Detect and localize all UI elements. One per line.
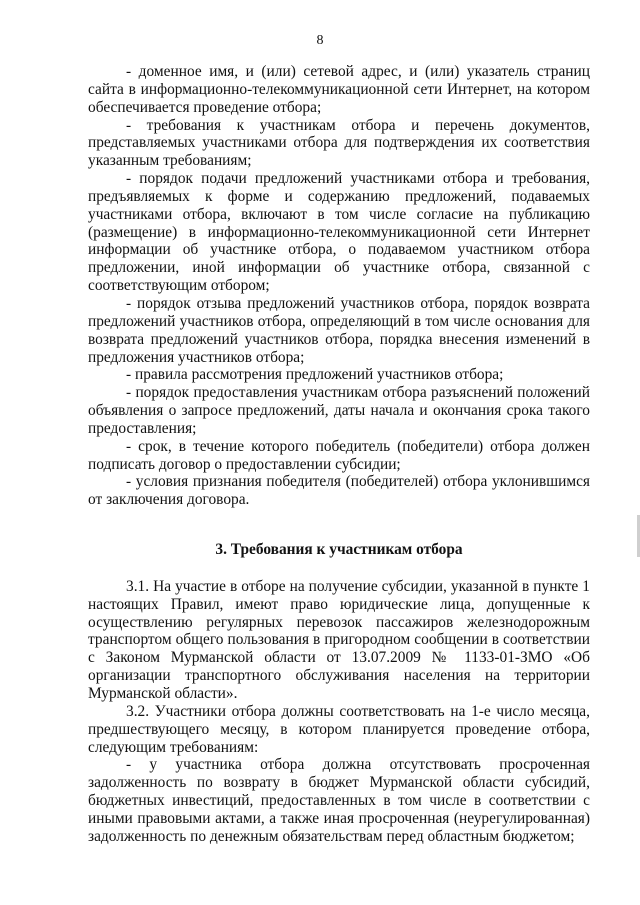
list-item-signing-term: - срок, в течение которого победитель (победители) отбора должен подписать договор о предоставлении субсидии; — [88, 437, 590, 473]
page-number: 8 — [316, 33, 324, 48]
list-item-requirements: - требования к участникам отбора и перечень документов, представляемых участниками отбора для подтверждения их соответствия указанным требованиям; — [88, 116, 590, 170]
section-heading: 3. Требования к участникам отбора — [215, 541, 463, 559]
list-item-clarifications: - порядок предоставления участникам отбора разъяснений положений объявления о запросе предложений, даты начала и окончания срока такого предоставления; — [88, 384, 590, 437]
list-item-submission-order: - порядок подачи предложений участниками отбора и требования, предъявляемых к форме и содержанию предложений, подаваемых участниками отбора, включают в том числе согласие на публикацию (размещение) в информационно-телекоммуникационной сети Интернет информации об участнике отбора, о подаваемом участником отбора предложении, иной информации об участнике отбора, связанной с соответствующим отбором; — [88, 170, 590, 295]
clause-3-2-item: - у участника отбора должна отсутствовать просроченная задолженность по возврату в бюджет Мурманской области субсидий, бюджетных инвестиций, предоставленных в том числе в соответствии с иными правовыми актами, а также иная просроченная (неурегулированная) задолженность по денежным обязательствам перед областным бюджетом; — [88, 756, 590, 845]
list-item-review-rules: - правила рассмотрения предложений участников отбора; — [126, 366, 504, 384]
clause-3-2: 3.2. Участники отбора должны соответствовать на 1-е число месяца, предшествующего месяцу, в котором планируется проведение отбора, следующим требованиям: — [88, 702, 590, 756]
list-item-evasion-conditions: - условия признания победителя (победителей) отбора уклонившимся от заключения договора. — [88, 473, 590, 509]
clause-3-1: 3.1. На участие в отборе на получение субсидии, указанной в пункте 1 настоящих Правил, имеют право юридические лица, допущенные к осуществлению регулярных перевозок пассажиров железнодорожным транспортом общего пользования в пригородном сообщении в соответствии с Законом Мурманской области от 13.07.2009 № 1133-01-ЗМО «Об организации транспортного обслуживания населения на территории Мурманской области». — [88, 577, 590, 702]
list-item-withdrawal-order: - порядок отзыва предложений участников отбора, порядок возврата предложений участников отбора, определяющий в том числе основания для возврата предложений участников отбора, порядка внесения изменений в предложения участников отбора; — [88, 294, 590, 366]
section-3 — [88, 578, 590, 846]
document-body — [88, 63, 590, 846]
list-item-domain: - доменное имя, и (или) сетевой адрес, и (или) указатель страниц сайта в информационно-телекоммуникационной сети Интернет, на котором обеспечивается проведение отбора; — [88, 63, 590, 116]
